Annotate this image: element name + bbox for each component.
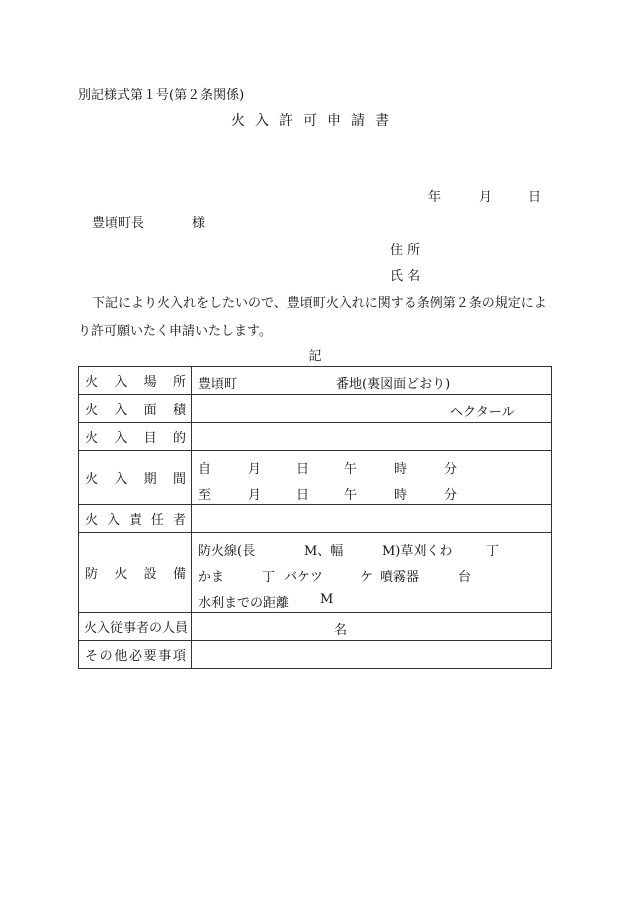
application-table — [78, 366, 552, 669]
sickle-unit: 丁 — [262, 570, 276, 585]
label-char: 目 — [143, 431, 157, 446]
date-month: 月 — [479, 190, 493, 205]
date-day: 日 — [528, 190, 542, 205]
area-unit: ヘクタール — [450, 405, 515, 420]
label-char: そ — [85, 649, 99, 664]
label-char: 火 — [85, 375, 99, 390]
label-char: 任 — [150, 513, 164, 528]
row-purpose — [79, 423, 552, 451]
water-distance: 水利までの距離 — [198, 596, 290, 611]
label-char: 火 — [85, 403, 99, 418]
period-to-prefix: 至 — [198, 488, 212, 503]
label-fire-prevention — [79, 563, 191, 582]
workers-unit: 名 — [334, 623, 348, 638]
document-title: 火入許可申請書 — [231, 113, 399, 129]
label-char: 入 — [114, 375, 128, 390]
label-other — [79, 645, 191, 664]
label-char: 者 — [172, 513, 186, 528]
label-char: 場 — [143, 375, 157, 390]
period-from-month: 月 — [248, 462, 262, 477]
bucket: バケツ — [284, 570, 323, 585]
applicant-address-label: 住 所 — [390, 243, 421, 258]
water-distance-unit: M — [320, 592, 334, 607]
label-char: 火 — [114, 567, 128, 582]
label-char: 積 — [172, 403, 186, 418]
location-suffix: 番地(裏図面どおり) — [336, 377, 451, 392]
label-char: 面 — [143, 403, 157, 418]
row-period — [79, 451, 552, 505]
label-purpose — [79, 427, 191, 446]
sickle: かま — [198, 570, 225, 585]
label-char: 入 — [106, 513, 120, 528]
label-workers: 火入従事者の人員 — [84, 621, 189, 636]
bucket-unit: ケ — [360, 570, 374, 585]
period-to-day: 日 — [296, 488, 310, 503]
period-to-hour: 時 — [394, 488, 408, 503]
label-char: 設 — [143, 567, 157, 582]
label-char: 要 — [143, 649, 157, 664]
label-char: 火 — [85, 472, 99, 487]
period-from-ampm: 午 — [344, 462, 358, 477]
label-char: の — [99, 649, 113, 664]
sprayer-unit: 台 — [458, 570, 472, 585]
label-char: 的 — [172, 431, 186, 446]
value-period[interactable] — [192, 451, 552, 505]
period-from-minute: 分 — [444, 462, 458, 477]
row-location — [79, 367, 552, 395]
value-other[interactable] — [192, 641, 552, 669]
applicant-name-label: 氏 名 — [390, 269, 421, 284]
row-responsible — [79, 505, 552, 533]
value-fire-prevention[interactable] — [192, 533, 552, 613]
period-to-minute: 分 — [444, 488, 458, 503]
period-from-day: 日 — [296, 462, 310, 477]
label-area — [79, 399, 191, 418]
label-char: 入 — [114, 403, 128, 418]
label-char: 必 — [128, 649, 142, 664]
label-char: 責 — [128, 513, 142, 528]
form-number-label: 別記様式第１号(第２条関係) — [78, 88, 245, 103]
grass-hoe: M)草刈くわ — [382, 544, 453, 559]
label-char: 所 — [172, 375, 186, 390]
label-char: 事 — [158, 649, 172, 664]
firebreak-length: 防火線(長 — [198, 544, 256, 559]
label-char: 間 — [172, 472, 186, 487]
label-char: 火 — [85, 513, 99, 528]
value-purpose[interactable] — [192, 423, 552, 451]
label-responsible — [79, 509, 191, 528]
location-town: 豊頃町 — [198, 377, 238, 392]
label-char: 火 — [85, 431, 99, 446]
label-char: 期 — [143, 472, 157, 487]
request-statement: 下記により火入れをしたいので、豊頃町火入れに関する条例第２条の規定により許可願いたく申請いたします。 — [78, 296, 547, 339]
label-location — [79, 371, 191, 390]
period-to-ampm: 午 — [344, 488, 358, 503]
sprayer: 噴霧器 — [380, 570, 420, 585]
hoe-unit: 丁 — [486, 544, 500, 559]
label-char: 他 — [114, 649, 128, 664]
period-from-hour: 時 — [394, 462, 408, 477]
value-location[interactable] — [192, 367, 552, 395]
row-fire-prevention — [79, 533, 552, 613]
label-char: 防 — [85, 567, 99, 582]
label-char: 項 — [172, 649, 186, 664]
row-other — [79, 641, 552, 669]
value-workers[interactable] — [192, 613, 552, 641]
row-area — [79, 395, 552, 423]
addressee-honorific: 様 — [192, 216, 206, 231]
ki-heading: 記 — [308, 349, 322, 364]
row-workers — [79, 613, 552, 641]
label-period — [79, 468, 191, 487]
value-area[interactable] — [192, 395, 552, 423]
label-char: 入 — [114, 472, 128, 487]
addressee-name: 豊頃町長 — [92, 216, 145, 231]
label-char: 入 — [114, 431, 128, 446]
firebreak-width: M、幅 — [304, 544, 344, 559]
value-responsible[interactable] — [192, 505, 552, 533]
label-char: 備 — [172, 567, 186, 582]
date-year: 年 — [428, 190, 442, 205]
period-from-prefix: 自 — [198, 462, 212, 477]
period-to-month: 月 — [248, 488, 262, 503]
